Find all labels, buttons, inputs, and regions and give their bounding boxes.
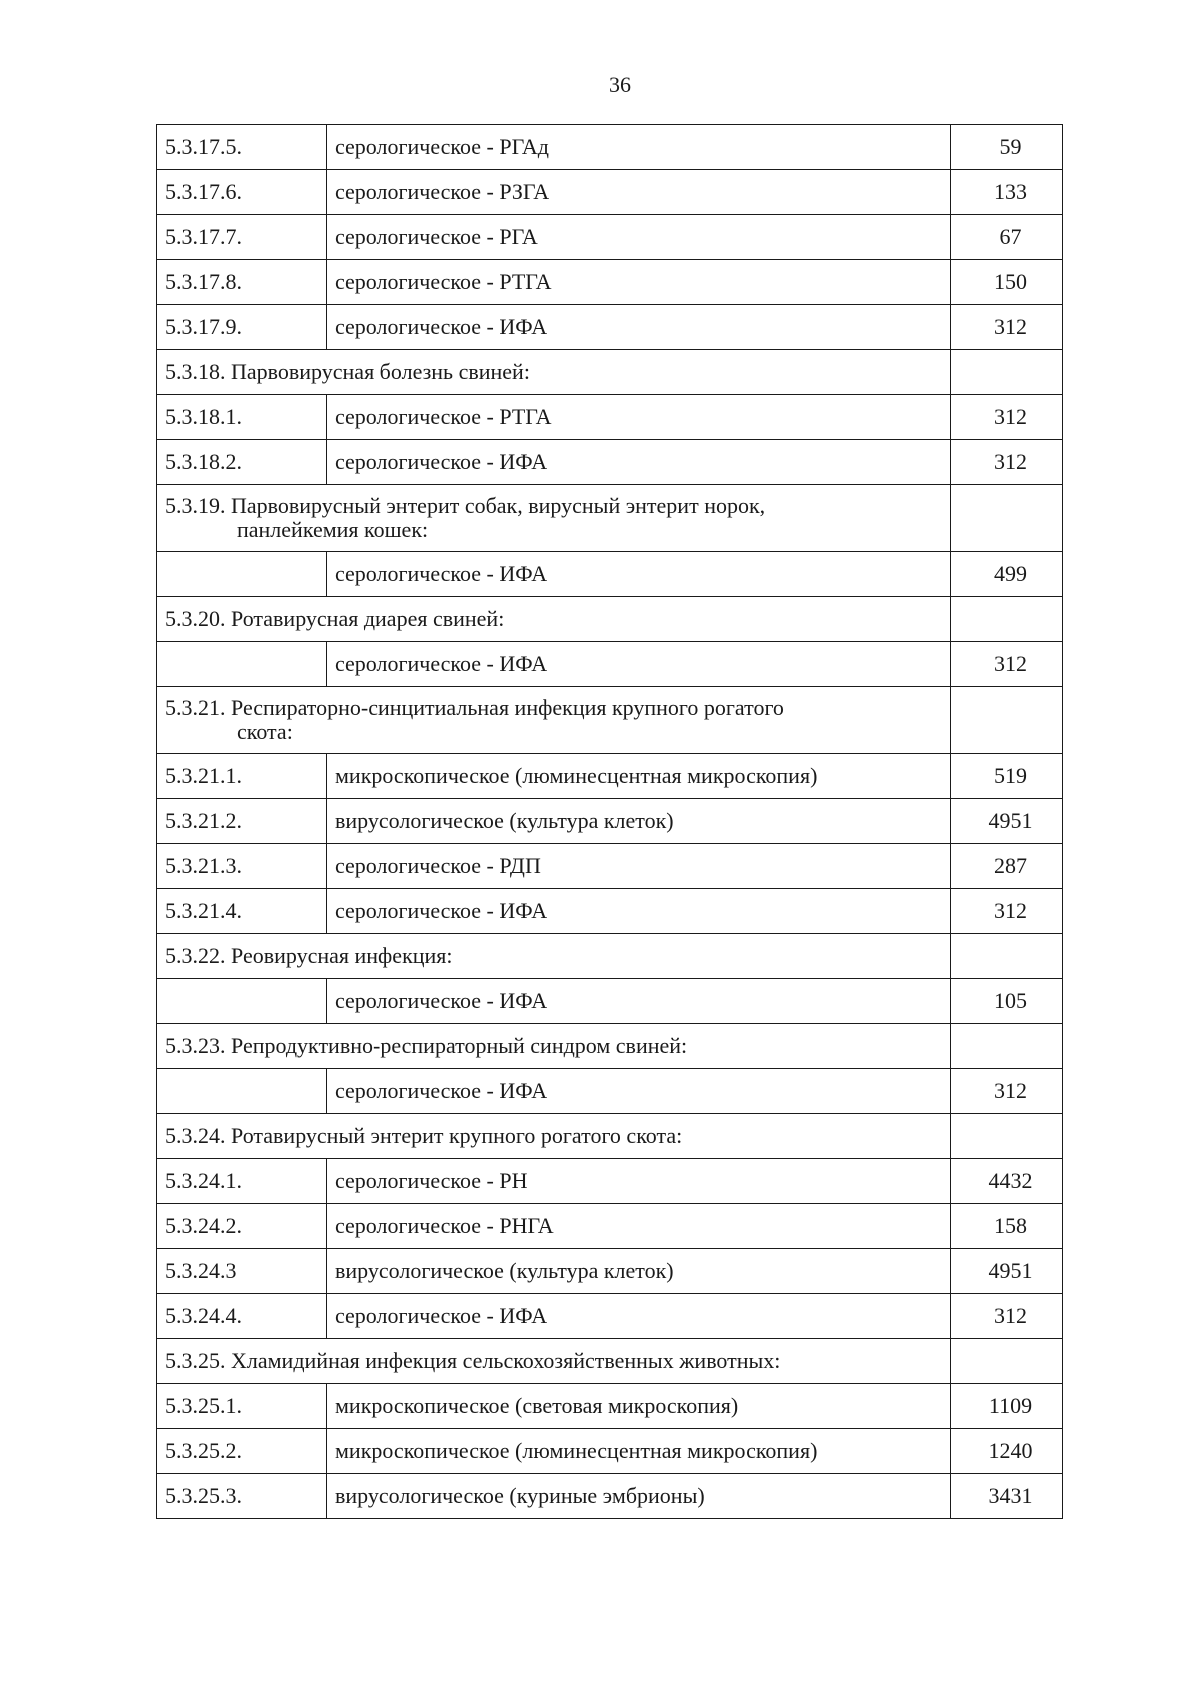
method-cell: серологическое - ИФА bbox=[327, 440, 951, 485]
code-cell: 5.3.17.8. bbox=[157, 260, 327, 305]
method-cell: серологическое - РГАд bbox=[327, 125, 951, 170]
table-row bbox=[157, 440, 1063, 485]
code-cell: 5.3.24.1. bbox=[157, 1159, 327, 1204]
table-row bbox=[157, 1384, 1063, 1429]
method-cell: микроскопическое (световая микроскопия) bbox=[327, 1384, 951, 1429]
section-price-cell bbox=[951, 597, 1063, 642]
price-cell: 59 bbox=[951, 125, 1063, 170]
table-row bbox=[157, 1294, 1063, 1339]
method-cell: серологическое - РНГА bbox=[327, 1204, 951, 1249]
table-row bbox=[157, 889, 1063, 934]
code-cell: 5.3.17.5. bbox=[157, 125, 327, 170]
section-row bbox=[157, 1114, 1063, 1159]
price-table bbox=[156, 124, 1063, 1519]
method-cell: серологическое - ИФА bbox=[327, 1069, 951, 1114]
code-cell bbox=[157, 642, 327, 687]
section-title-text: 5.3.23. Репродуктивно-респираторный синдром свиней: bbox=[165, 1033, 688, 1058]
table-row bbox=[157, 642, 1063, 687]
code-cell: 5.3.18.1. bbox=[157, 395, 327, 440]
section-title bbox=[157, 1024, 951, 1069]
code-cell: 5.3.24.4. bbox=[157, 1294, 327, 1339]
table-row bbox=[157, 1429, 1063, 1474]
section-title-continuation: панлейкемия кошек: bbox=[237, 517, 429, 542]
method-cell: серологическое - ИФА bbox=[327, 305, 951, 350]
price-cell: 158 bbox=[951, 1204, 1063, 1249]
method-cell: серологическое - РГА bbox=[327, 215, 951, 260]
table-row bbox=[157, 1159, 1063, 1204]
table-row bbox=[157, 979, 1063, 1024]
table-row bbox=[157, 170, 1063, 215]
table-row bbox=[157, 1204, 1063, 1249]
price-cell: 150 bbox=[951, 260, 1063, 305]
section-price-cell bbox=[951, 687, 1063, 754]
method-cell: серологическое - ИФА bbox=[327, 889, 951, 934]
price-cell: 1109 bbox=[951, 1384, 1063, 1429]
table-row bbox=[157, 260, 1063, 305]
price-cell: 312 bbox=[951, 642, 1063, 687]
price-cell: 312 bbox=[951, 395, 1063, 440]
section-title bbox=[157, 934, 951, 979]
code-cell: 5.3.25.2. bbox=[157, 1429, 327, 1474]
code-cell: 5.3.21.4. bbox=[157, 889, 327, 934]
table-row bbox=[157, 1249, 1063, 1294]
table-row bbox=[157, 1069, 1063, 1114]
code-cell: 5.3.21.2. bbox=[157, 799, 327, 844]
section-row bbox=[157, 687, 1063, 754]
price-cell: 105 bbox=[951, 979, 1063, 1024]
section-row bbox=[157, 1339, 1063, 1384]
section-row bbox=[157, 597, 1063, 642]
section-title bbox=[157, 350, 951, 395]
price-cell: 1240 bbox=[951, 1429, 1063, 1474]
section-title-text: 5.3.21. Респираторно-синцитиальная инфекция крупного рогатого bbox=[165, 695, 784, 720]
section-title-text: 5.3.22. Реовирусная инфекция: bbox=[165, 943, 453, 968]
method-cell: микроскопическое (люминесцентная микроскопия) bbox=[327, 754, 951, 799]
table-row bbox=[157, 1474, 1063, 1519]
section-row bbox=[157, 350, 1063, 395]
section-title-continuation: скота: bbox=[237, 719, 293, 744]
price-cell: 4432 bbox=[951, 1159, 1063, 1204]
method-cell: серологическое - ИФА bbox=[327, 642, 951, 687]
method-cell: серологическое - ИФА bbox=[327, 552, 951, 597]
price-cell: 312 bbox=[951, 1069, 1063, 1114]
method-cell: серологическое - РДП bbox=[327, 844, 951, 889]
section-title bbox=[157, 597, 951, 642]
method-cell: серологическое - РТГА bbox=[327, 395, 951, 440]
price-cell: 4951 bbox=[951, 799, 1063, 844]
section-title-text: 5.3.24. Ротавирусный энтерит крупного рогатого скота: bbox=[165, 1123, 683, 1148]
code-cell: 5.3.21.1. bbox=[157, 754, 327, 799]
code-cell: 5.3.25.1. bbox=[157, 1384, 327, 1429]
price-cell: 499 bbox=[951, 552, 1063, 597]
table-row bbox=[157, 125, 1063, 170]
section-price-cell bbox=[951, 1339, 1063, 1384]
price-cell: 133 bbox=[951, 170, 1063, 215]
code-cell: 5.3.18.2. bbox=[157, 440, 327, 485]
price-cell: 519 bbox=[951, 754, 1063, 799]
table-row bbox=[157, 844, 1063, 889]
section-title-text: 5.3.25. Хламидийная инфекция сельскохозяйственных животных: bbox=[165, 1348, 781, 1373]
section-title bbox=[157, 1339, 951, 1384]
section-title bbox=[157, 485, 951, 552]
method-cell: серологическое - ИФА bbox=[327, 979, 951, 1024]
section-row bbox=[157, 934, 1063, 979]
method-cell: серологическое - ИФА bbox=[327, 1294, 951, 1339]
table-row bbox=[157, 215, 1063, 260]
price-cell: 3431 bbox=[951, 1474, 1063, 1519]
price-cell: 4951 bbox=[951, 1249, 1063, 1294]
price-cell: 67 bbox=[951, 215, 1063, 260]
price-cell: 312 bbox=[951, 1294, 1063, 1339]
method-cell: серологическое - РН bbox=[327, 1159, 951, 1204]
code-cell: 5.3.17.9. bbox=[157, 305, 327, 350]
code-cell: 5.3.25.3. bbox=[157, 1474, 327, 1519]
code-cell: 5.3.24.3 bbox=[157, 1249, 327, 1294]
method-cell: вирусологическое (культура клеток) bbox=[327, 1249, 951, 1294]
section-title bbox=[157, 687, 951, 754]
section-price-cell bbox=[951, 350, 1063, 395]
section-price-cell bbox=[951, 485, 1063, 552]
method-cell: серологическое - РЗГА bbox=[327, 170, 951, 215]
method-cell: вирусологическое (культура клеток) bbox=[327, 799, 951, 844]
code-cell: 5.3.17.6. bbox=[157, 170, 327, 215]
method-cell: серологическое - РТГА bbox=[327, 260, 951, 305]
code-cell bbox=[157, 552, 327, 597]
table-row bbox=[157, 799, 1063, 844]
section-row bbox=[157, 485, 1063, 552]
code-cell bbox=[157, 1069, 327, 1114]
code-cell bbox=[157, 979, 327, 1024]
table-row bbox=[157, 305, 1063, 350]
method-cell: микроскопическое (люминесцентная микроскопия) bbox=[327, 1429, 951, 1474]
section-price-cell bbox=[951, 934, 1063, 979]
price-cell: 312 bbox=[951, 889, 1063, 934]
section-price-cell bbox=[951, 1024, 1063, 1069]
section-title bbox=[157, 1114, 951, 1159]
section-title-text: 5.3.20. Ротавирусная диарея свиней: bbox=[165, 606, 505, 631]
price-cell: 312 bbox=[951, 305, 1063, 350]
method-cell: вирусологическое (куриные эмбрионы) bbox=[327, 1474, 951, 1519]
page-number: 36 bbox=[609, 72, 631, 97]
section-row bbox=[157, 1024, 1063, 1069]
price-cell: 287 bbox=[951, 844, 1063, 889]
table-row bbox=[157, 754, 1063, 799]
section-title-text: 5.3.19. Парвовирусный энтерит собак, вирусный энтерит норок, bbox=[165, 493, 766, 518]
section-price-cell bbox=[951, 1114, 1063, 1159]
code-cell: 5.3.21.3. bbox=[157, 844, 327, 889]
code-cell: 5.3.24.2. bbox=[157, 1204, 327, 1249]
code-cell: 5.3.17.7. bbox=[157, 215, 327, 260]
price-cell: 312 bbox=[951, 440, 1063, 485]
section-title-text: 5.3.18. Парвовирусная болезнь свиней: bbox=[165, 359, 530, 384]
table-row bbox=[157, 395, 1063, 440]
table-body bbox=[157, 125, 1063, 1519]
table-row bbox=[157, 552, 1063, 597]
